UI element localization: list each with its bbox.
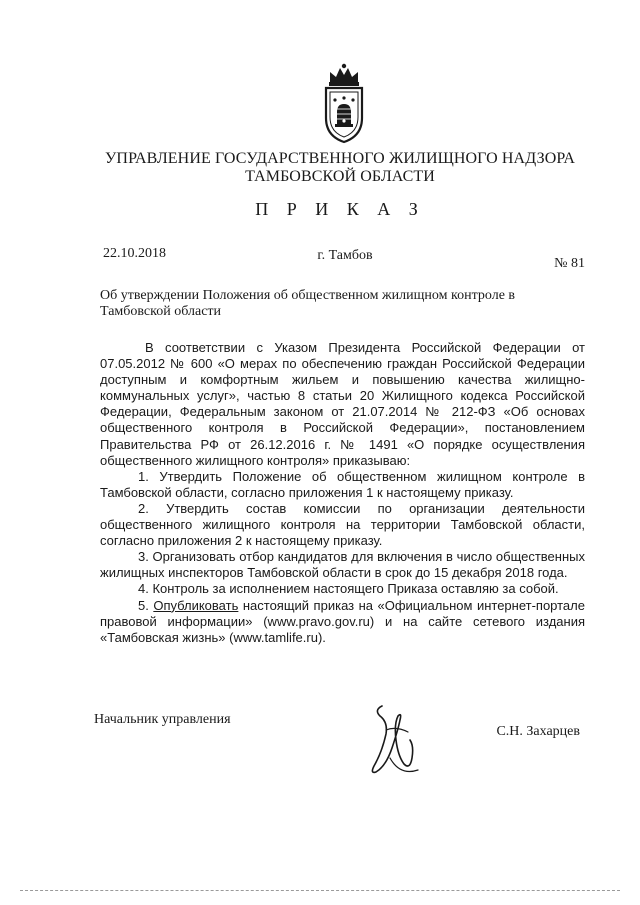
document-date: 22.10.2018: [103, 246, 166, 261]
document-city: г. Тамбов: [317, 248, 373, 263]
order-item-4: 4. Контроль за исполнением настоящего Приказа оставляю за собой.: [138, 581, 559, 597]
signer-name: С.Н. Захарцев: [496, 724, 580, 739]
order-item-3: 3. Организовать отбор кандидатов для включения в число общественных жилищных инспекторов Тамбовской области в срок до 15 декабря 2018 года.: [100, 549, 585, 581]
order-item-1: 1. Утвердить Положение об общественном жилищном контроле в Тамбовской области, согласно приложения 1 к настоящему приказу.: [100, 468, 585, 500]
order-item-5-text: настоящий приказ на «Официальном интернет-портале правовой информации» (www.pravo.gov.ru) и на сайте сетевого издания «Тамбовская жизнь» (www.tamlife.ru).: [100, 597, 585, 645]
order-item-5-number: 5.: [138, 597, 149, 613]
organization-name-line1: УПРАВЛЕНИЕ ГОСУДАРСТВЕННОГО ЖИЛИЩНОГО НАДЗОРА: [104, 150, 575, 167]
preamble-paragraph: В соответствии с Указом Президента Российской Федерации от 07.05.2012 № 600 «О мерах по обеспечению граждан Российской Федерации доступным и комфортным жильем и повышению качества жилищно-коммунальных услуг», частью 8 статьи 20 Жилищного кодекса Российской Федерации, Федеральным законом от 21.07.2014 № 212-ФЗ «Об основах общественного контроля в Российской Федерации», постановлением Правительства РФ от 26.12.2016 г. № 1491 «О порядке осуществления общественного жилищного контроля» приказываю:: [100, 340, 585, 468]
document-body: [100, 340, 585, 646]
order-item-2: 2. Утвердить состав комиссии по организации деятельности общественного жилищного контроля на территории Тамбовской области, согласно приложения 2 к настоящему приказу.: [100, 500, 585, 549]
document-title: П Р И К А З: [255, 199, 425, 219]
handwritten-signature-icon: [360, 700, 430, 780]
order-item-5-verb: Опубликовать: [153, 597, 239, 613]
organization-name-line2: ТАМБОВСКОЙ ОБЛАСТИ: [245, 168, 435, 185]
order-item-5: [100, 598, 585, 646]
coat-of-arms-icon: [318, 62, 370, 144]
document-number: № 81: [554, 256, 585, 271]
document-subject: Об утверждении Положения об общественном жилищном контроле в Тамбовской области: [100, 288, 516, 319]
scan-edge-divider: [20, 890, 620, 891]
signer-position: Начальник управления: [94, 712, 231, 727]
